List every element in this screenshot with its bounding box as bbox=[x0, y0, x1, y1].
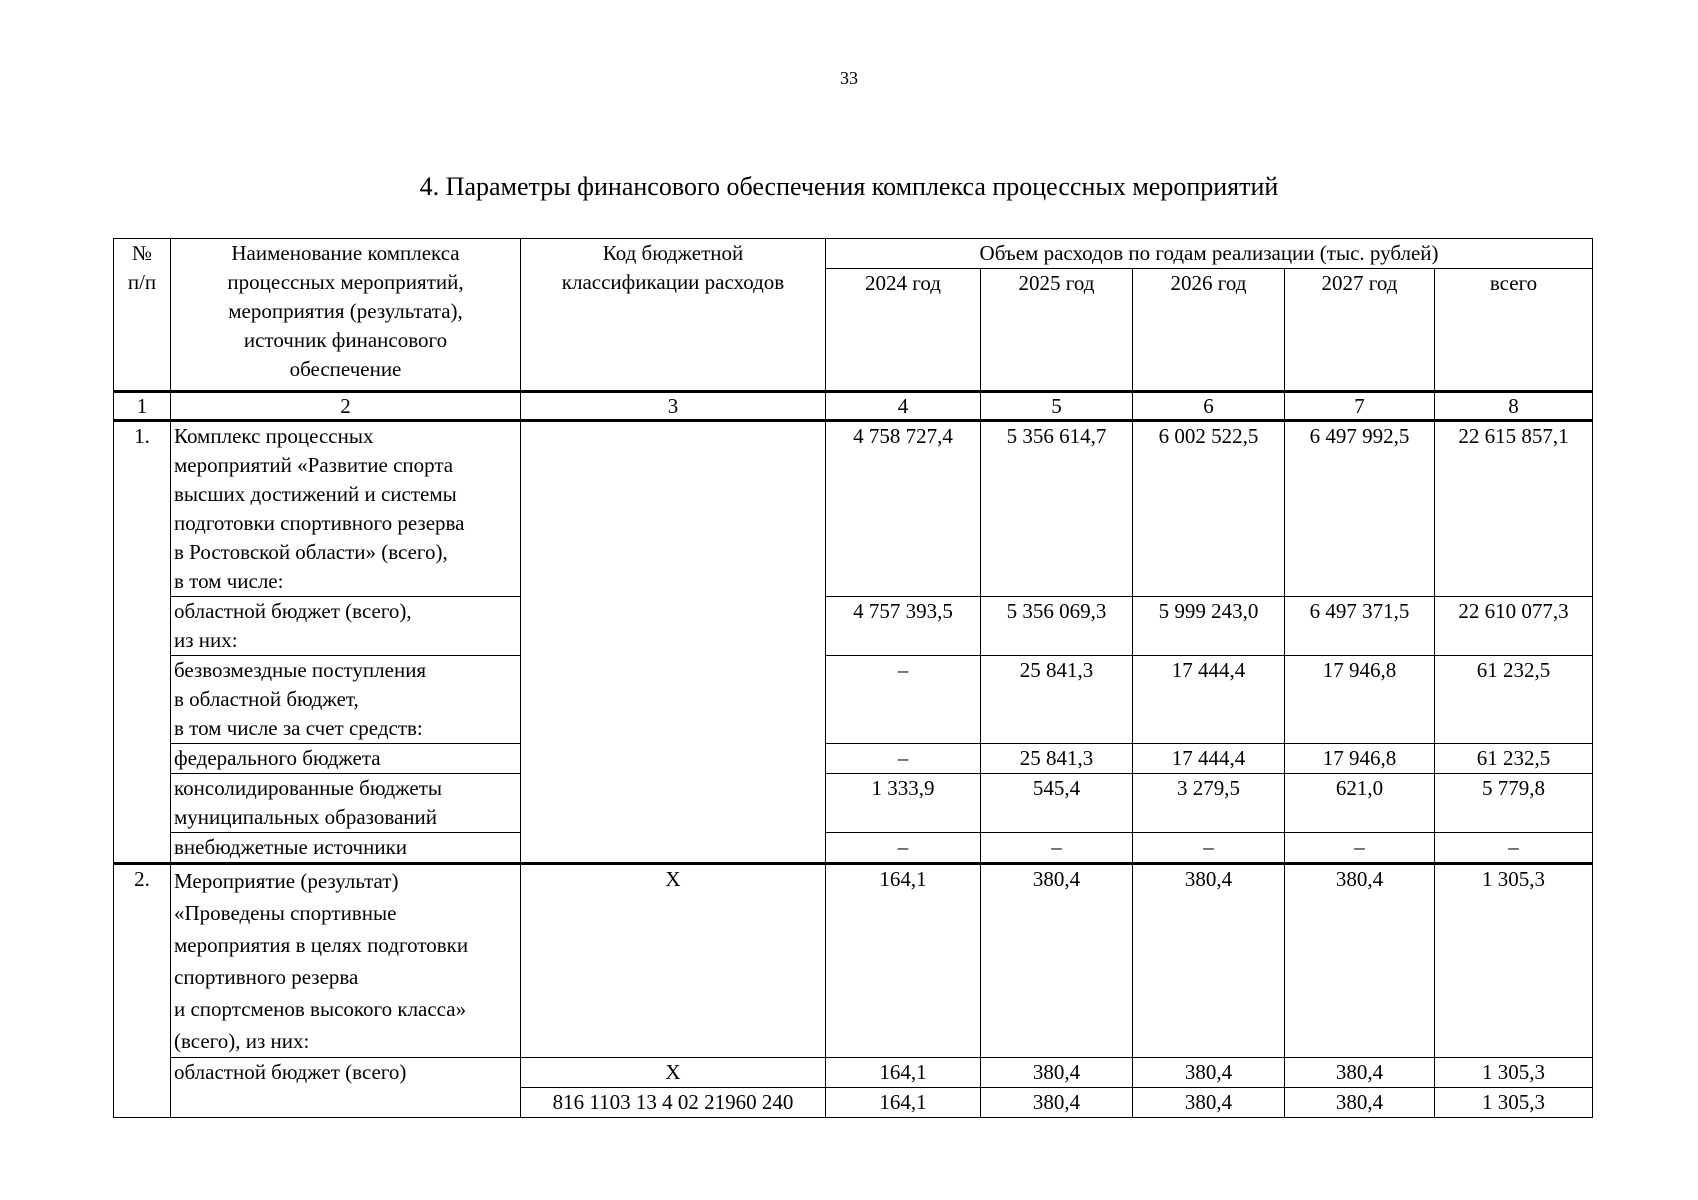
col-index: 8 bbox=[1435, 392, 1593, 421]
table-row bbox=[114, 744, 1593, 774]
value-total: 1 305,3 bbox=[1435, 864, 1593, 1058]
value-2026: 3 279,5 bbox=[1133, 774, 1285, 833]
financing-table bbox=[113, 238, 1593, 1118]
table-row bbox=[114, 656, 1593, 744]
value-2026: 5 999 243,0 bbox=[1133, 597, 1285, 656]
section-title: 4. Параметры финансового обеспечения комплекса процессных мероприятий bbox=[419, 172, 1279, 201]
row-name: Комплекс процессных мероприятий «Развитие спорта высших достижений и системы подготовки спортивного резерва в Ростовской области» (всего), в том числе: bbox=[171, 421, 521, 597]
value-2024: 164,1 bbox=[826, 1088, 981, 1118]
table-row bbox=[114, 1058, 1593, 1088]
value-2024: 164,1 bbox=[826, 1058, 981, 1088]
header-row-1 bbox=[114, 239, 1593, 269]
value-2026: 6 002 522,5 bbox=[1133, 421, 1285, 597]
value-2027: 380,4 bbox=[1285, 1058, 1435, 1088]
header-year-2026: 2026 год bbox=[1133, 269, 1285, 392]
value-total: 1 305,3 bbox=[1435, 1058, 1593, 1088]
column-index-row bbox=[114, 392, 1593, 421]
col-index: 5 bbox=[981, 392, 1133, 421]
table-row bbox=[114, 597, 1593, 656]
row-name: федерального бюджета bbox=[171, 744, 521, 774]
header-year-2025: 2025 год bbox=[981, 269, 1133, 392]
value-2024: – bbox=[826, 744, 981, 774]
row-name: областной бюджет (всего) bbox=[171, 1058, 521, 1118]
value-total: 22 615 857,1 bbox=[1435, 421, 1593, 597]
value-2024: – bbox=[826, 656, 981, 744]
header-name: Наименование комплекса процессных мероприятий, мероприятия (результата), источник финансового обеспечение bbox=[171, 239, 521, 392]
value-2026: 17 444,4 bbox=[1133, 744, 1285, 774]
value-2027: 380,4 bbox=[1285, 864, 1435, 1058]
value-2027: – bbox=[1285, 833, 1435, 864]
row-number: 1. bbox=[114, 421, 171, 864]
value-2025: 25 841,3 bbox=[981, 656, 1133, 744]
header-year-2027: 2027 год bbox=[1285, 269, 1435, 392]
value-2025: 25 841,3 bbox=[981, 744, 1133, 774]
value-2027: 17 946,8 bbox=[1285, 656, 1435, 744]
col-index: 7 bbox=[1285, 392, 1435, 421]
header-total: всего bbox=[1435, 269, 1593, 392]
value-2024: 4 758 727,4 bbox=[826, 421, 981, 597]
value-total: 61 232,5 bbox=[1435, 744, 1593, 774]
col-index: 6 bbox=[1133, 392, 1285, 421]
row-code: X bbox=[521, 1058, 826, 1088]
header-code: Код бюджетной классификации расходов bbox=[521, 239, 826, 392]
value-2025: 380,4 bbox=[981, 864, 1133, 1058]
row-name: Мероприятие (результат) «Проведены спортивные мероприятия в целях подготовки спортивного резерва и спортсменов высокого класса» (всего), из них: bbox=[171, 864, 521, 1058]
value-2024: – bbox=[826, 833, 981, 864]
col-index: 1 bbox=[114, 392, 171, 421]
header-num: № п/п bbox=[114, 239, 171, 392]
page-number: 33 bbox=[840, 68, 858, 88]
row-name: безвозмездные поступления в областной бюджет, в том числе за счет средств: bbox=[171, 656, 521, 744]
col-index: 3 bbox=[521, 392, 826, 421]
value-2027: 6 497 371,5 bbox=[1285, 597, 1435, 656]
value-total: 61 232,5 bbox=[1435, 656, 1593, 744]
value-2027: 380,4 bbox=[1285, 1088, 1435, 1118]
value-2026: 380,4 bbox=[1133, 1058, 1285, 1088]
value-2025: – bbox=[981, 833, 1133, 864]
value-2025: 5 356 614,7 bbox=[981, 421, 1133, 597]
row-name: внебюджетные источники bbox=[171, 833, 521, 864]
value-2027: 621,0 bbox=[1285, 774, 1435, 833]
header-year-2024: 2024 год bbox=[826, 269, 981, 392]
value-2025: 380,4 bbox=[981, 1058, 1133, 1088]
value-total: – bbox=[1435, 833, 1593, 864]
row-code: X bbox=[521, 864, 826, 1058]
value-2024: 164,1 bbox=[826, 864, 981, 1058]
value-2026: – bbox=[1133, 833, 1285, 864]
row-name: консолидированные бюджеты муниципальных образований bbox=[171, 774, 521, 833]
value-2024: 4 757 393,5 bbox=[826, 597, 981, 656]
value-2026: 380,4 bbox=[1133, 1088, 1285, 1118]
value-2025: 380,4 bbox=[981, 1088, 1133, 1118]
row-code-empty bbox=[521, 421, 826, 864]
value-total: 22 610 077,3 bbox=[1435, 597, 1593, 656]
table-row bbox=[114, 774, 1593, 833]
row-code: 816 1103 13 4 02 21960 240 bbox=[521, 1088, 826, 1118]
col-index: 4 bbox=[826, 392, 981, 421]
value-total: 5 779,8 bbox=[1435, 774, 1593, 833]
value-2025: 5 356 069,3 bbox=[981, 597, 1133, 656]
col-index: 2 bbox=[171, 392, 521, 421]
row-name: областной бюджет (всего), из них: bbox=[171, 597, 521, 656]
table-row bbox=[114, 833, 1593, 864]
value-2027: 6 497 992,5 bbox=[1285, 421, 1435, 597]
table-row bbox=[114, 864, 1593, 1058]
table-row bbox=[114, 421, 1593, 597]
value-2027: 17 946,8 bbox=[1285, 744, 1435, 774]
value-2026: 17 444,4 bbox=[1133, 656, 1285, 744]
row-number: 2. bbox=[114, 864, 171, 1118]
value-total: 1 305,3 bbox=[1435, 1088, 1593, 1118]
value-2024: 1 333,9 bbox=[826, 774, 981, 833]
value-2025: 545,4 bbox=[981, 774, 1133, 833]
header-volume: Объем расходов по годам реализации (тыс. рублей) bbox=[826, 239, 1593, 269]
value-2026: 380,4 bbox=[1133, 864, 1285, 1058]
